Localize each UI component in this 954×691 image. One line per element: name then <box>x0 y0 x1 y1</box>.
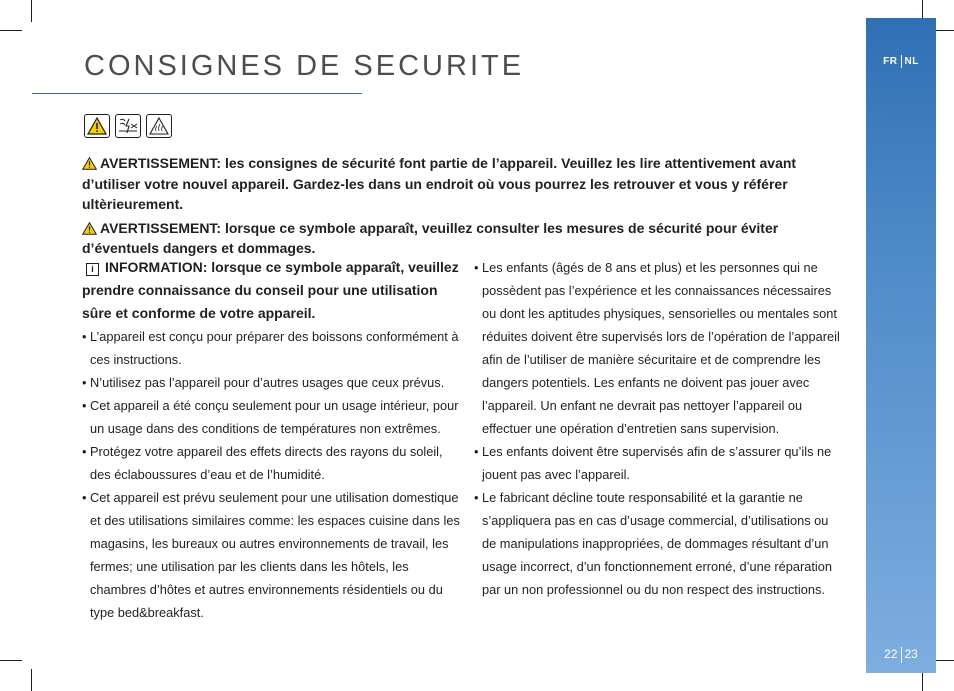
list-item: • Le fabricant décline toute responsabilité et la garantie ne s’appliquera pas en cas d’usage commercial, d’utilisations ou de manipulations inappropriées, de dommages résultant d’un usage incorrect, d’un fonctionnement erroné, d’une réparation par un non professionnel ou du non respect des instructions. <box>474 486 846 601</box>
list-item: • Cet appareil a été conçu seulement pour un usage intérieur, pour un usage dans des conditions de températures non extrêmes. <box>82 394 462 440</box>
lang-fr[interactable]: FR <box>883 56 898 68</box>
page-number-left: 22 <box>884 647 898 662</box>
language-sidebar <box>866 18 936 673</box>
list-item: • Les enfants doivent être supervisés afin de s’assurer qu’ils ne jouent pas avec l’appareil. <box>474 440 846 486</box>
warning-text: AVERTISSEMENT: les consignes de sécurité font partie de l’appareil. Veuillez les lire attentivement avant d’utiliser votre nouvel appareil. Gardez-les dans un endroit où vous pourrez les retrouver et vous y référer ultèrieurement. <box>82 155 797 212</box>
page-number-right: 23 <box>904 647 918 662</box>
crop-mark <box>0 660 22 661</box>
left-column <box>82 256 462 624</box>
language-indicator <box>866 55 936 68</box>
information-icon: i <box>86 263 99 276</box>
list-item: • Cet appareil est prévu seulement pour une utilisation domestique et des utilisations similaires comme: les espaces cuisine dans les magasins, les bureaux ou autres environnements de travail, les fermes; une utilisation par les clients dans les hôtels, les chambres d’hôtes et autres environnements résidentiels ou du type bed&breakfast. <box>82 486 462 624</box>
warning-paragraph <box>82 218 854 259</box>
title-underline <box>32 93 362 94</box>
page-numbers <box>866 647 936 663</box>
list-item: • N’utilisez pas l’appareil pour d’autres usages que ceux prévus. <box>82 371 462 394</box>
list-item: • L’appareil est conçu pour préparer des boissons conformément à ces instructions. <box>82 325 462 371</box>
hot-surface-icon <box>146 114 172 138</box>
lang-nl[interactable]: NL <box>904 56 919 68</box>
warning-icon <box>84 114 110 138</box>
right-bullet-list <box>474 256 846 601</box>
page-title: CONSIGNES DE SECURITE <box>84 50 525 82</box>
warning-icon <box>82 222 97 235</box>
crop-mark <box>31 669 32 691</box>
list-item: • Protégez votre appareil des effets directs des rayons du soleil, des éclaboussures d’eau et de l’humidité. <box>82 440 462 486</box>
information-heading <box>82 256 462 325</box>
left-bullet-list <box>82 325 462 624</box>
safety-symbols <box>84 114 172 138</box>
crop-mark <box>0 30 22 31</box>
warning-paragraph <box>82 153 854 215</box>
electric-hazard-icon <box>115 114 141 138</box>
warning-icon <box>82 157 97 170</box>
crop-mark <box>31 0 32 22</box>
information-text: INFORMATION: lorsque ce symbole apparaît, veuillez prendre connaissance du conseil pour une utilisation sûre et conforme de votre appareil. <box>82 259 459 321</box>
warning-text: AVERTISSEMENT: lorsque ce symbole apparaît, veuillez consulter les mesures de sécurité pour éviter d’éventuels dangers et dommages. <box>82 219 779 256</box>
right-column <box>474 256 846 601</box>
warnings-block <box>82 153 854 262</box>
list-item: • Les enfants (âgés de 8 ans et plus) et les personnes qui ne possèdent pas l’expérience et les connaissances nécessaires ou dont les aptitudes physiques, sensorielles ou mentales sont réduites doivent être supervisés lors de l’opération de l’appareil afin de l’utiliser de manière sécuritaire et de comprendre les dangers potentiels. Les enfants ne doivent pas jouer avec l’appareil. Un enfant ne devrait pas nettoyer l’appareil ou effectuer une opération d’entretien sans supervision. <box>474 256 846 440</box>
